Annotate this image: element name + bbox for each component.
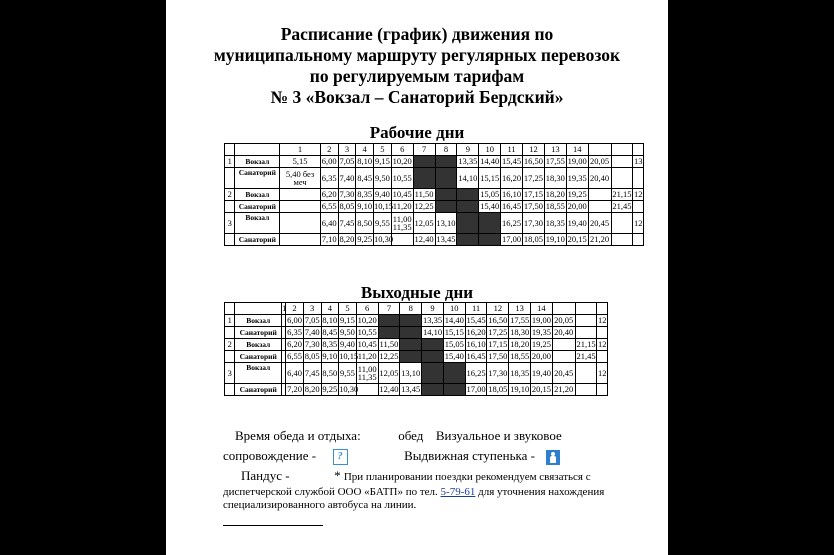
time-cell: [552, 339, 575, 351]
trip-number-cell: 2: [225, 339, 235, 351]
av-label-line-1: Визуальное и звуковое: [435, 428, 562, 443]
time-cell: 12,40: [414, 234, 434, 244]
time-cell: [457, 234, 479, 246]
time-cell: [400, 327, 422, 339]
header-cell: 7: [378, 303, 400, 315]
time-cell: 17,15: [488, 339, 508, 349]
hearing-assist-icon: ?: [333, 449, 348, 465]
time-cell: 16,20: [501, 168, 523, 189]
header-row: [225, 144, 644, 156]
table-row: [225, 201, 644, 213]
time-cell: 15,05: [444, 339, 464, 349]
header-cell: 13: [544, 144, 566, 156]
time-cell: 10,15: [374, 201, 394, 211]
time-cell: 10,30: [374, 234, 394, 244]
time-cell: 21,45: [612, 201, 632, 211]
time-cell: 16,25: [465, 363, 487, 384]
time-cell: 21,45: [576, 351, 596, 361]
time-cell: 11,00 11,35: [392, 214, 412, 232]
time-cell: 15,45: [502, 156, 522, 166]
time-cell: 10,20: [357, 315, 377, 325]
time-cell: 21,15: [612, 189, 632, 199]
time-cell: 7,05: [339, 156, 355, 166]
time-cell: 6,55: [321, 201, 337, 211]
header-cell: [225, 144, 235, 156]
time-cell: 6,20: [287, 339, 302, 349]
time-cell: 8,20: [339, 234, 355, 244]
stop-name-cell: Вокзал: [235, 363, 282, 384]
time-cell: 16,10: [466, 339, 486, 349]
header-cell: 5: [339, 303, 357, 315]
ramp-label: Пандус -: [241, 468, 290, 483]
table-row: [225, 189, 644, 201]
time-cell: 19,00: [567, 156, 587, 166]
trip-number-cell: 3: [225, 363, 235, 384]
lunch-value: обед: [398, 428, 424, 443]
time-cell: 19,40: [531, 363, 553, 384]
header-cell: 5: [374, 144, 392, 156]
table-row: [225, 213, 644, 234]
time-cell: 19,10: [545, 234, 565, 244]
header-cell: [575, 303, 597, 315]
time-cell: [611, 156, 633, 168]
time-cell: [378, 327, 400, 339]
time-cell: [597, 351, 608, 363]
time-cell: [443, 363, 465, 384]
time-cell: 20,05: [590, 156, 610, 166]
header-cell: [611, 144, 633, 156]
time-cell: [400, 351, 422, 363]
time-cell: [435, 201, 457, 213]
trip-number-cell: 3: [225, 213, 235, 234]
time-cell: 9,50: [340, 327, 355, 337]
accessibility-person-icon: [546, 450, 560, 465]
header-cell: 6: [391, 144, 413, 156]
time-cell: 21,15: [576, 339, 596, 349]
time-cell: 17,50: [523, 201, 543, 211]
time-cell: 9,55: [339, 363, 357, 384]
time-cell: [400, 339, 422, 351]
time-cell: 17,30: [523, 213, 545, 234]
time-cell: 7,45: [303, 363, 321, 384]
document-title: [166, 24, 668, 108]
time-cell: 7,40: [304, 327, 320, 337]
time-cell: 18,30: [510, 327, 530, 337]
header-cell: 2: [286, 303, 304, 315]
time-cell: 5,40 без меч: [280, 168, 321, 189]
time-cell: 13,10: [400, 363, 422, 384]
time-cell: 8,45: [322, 327, 338, 337]
header-cell: [588, 144, 611, 156]
time-cell: 14,10: [422, 327, 443, 337]
time-cell: 13,45: [401, 384, 421, 394]
header-cell: 3: [338, 144, 356, 156]
title-line-2: муниципальному маршруту регулярных перевозок: [213, 45, 621, 65]
time-cell: 18,05: [488, 384, 508, 394]
header-cell: 8: [400, 303, 422, 315]
time-cell: 18,30: [544, 168, 566, 189]
time-cell: 9,25: [322, 384, 338, 394]
weekday-schedule-table: [224, 143, 644, 246]
time-cell: 19,35: [531, 327, 551, 337]
time-cell: 12,25: [379, 351, 399, 361]
time-cell: [435, 156, 457, 168]
time-cell: 18,20: [545, 189, 565, 199]
time-cell: 19,35: [566, 168, 588, 189]
time-cell: 7,45: [338, 213, 356, 234]
header-cell: 13: [509, 303, 531, 315]
time-cell: 20,40: [588, 168, 611, 189]
trip-number-cell: 1: [225, 156, 235, 168]
time-cell: 19,10: [510, 384, 530, 394]
time-cell: 10,55: [357, 327, 377, 337]
header-cell: [597, 303, 608, 315]
time-cell: 6,40: [286, 363, 304, 384]
trip-number-cell: 2: [225, 189, 235, 201]
time-cell: 13,10: [435, 213, 457, 234]
time-cell: 18,20: [510, 339, 530, 349]
phone-link[interactable]: 5-79-61: [440, 486, 476, 498]
header-cell: 1: [280, 144, 321, 156]
time-cell: [575, 315, 597, 327]
header-cell: 7: [413, 144, 435, 156]
title-line-4: № 3 «Вокзал – Санаторий Бердский»: [270, 87, 564, 107]
stop-name-cell: Вокзал: [235, 156, 280, 168]
weekend-heading: Выходные дни: [360, 283, 474, 302]
header-cell: 14: [531, 303, 553, 315]
trip-number-cell: [225, 327, 235, 339]
header-cell: [235, 144, 280, 156]
trip-number-cell: [225, 351, 235, 363]
title-line-3: по регулируемым тарифам: [309, 66, 525, 86]
time-cell: 17,50: [488, 351, 508, 361]
header-cell: 12: [523, 144, 545, 156]
trip-number-cell: [225, 168, 235, 189]
time-cell: 15,40: [444, 351, 464, 361]
table-row: [225, 156, 644, 168]
header-cell: 1: [282, 303, 287, 313]
stop-name-cell: Санаторий: [235, 384, 282, 396]
time-cell: 10,45: [392, 189, 412, 199]
header-cell: [633, 144, 644, 156]
trip-number-cell: [225, 201, 235, 213]
time-cell: [356, 384, 378, 396]
time-cell: 8,20: [304, 384, 320, 394]
footnote-star: *: [334, 468, 341, 483]
time-cell: [457, 189, 479, 201]
time-cell: 8,05: [304, 351, 320, 361]
time-cell: 14,40: [480, 156, 500, 166]
time-cell: 16,50: [523, 156, 543, 166]
time-cell: 18,05: [523, 234, 543, 244]
header-cell: 9: [422, 303, 444, 315]
stop-name-cell: Вокзал: [235, 213, 280, 234]
time-cell: 8,05: [339, 201, 355, 211]
time-cell: 15,15: [479, 168, 501, 189]
time-cell: 16,25: [501, 213, 523, 234]
time-cell: [597, 384, 608, 396]
time-cell: 8,50: [356, 213, 374, 234]
time-cell: 7,30: [339, 189, 355, 199]
time-cell: 8,35: [357, 189, 373, 199]
header-cell: [552, 303, 575, 315]
time-cell: 9,10: [357, 201, 373, 211]
time-cell: 18,55: [545, 201, 565, 211]
time-cell: 14,40: [444, 315, 464, 325]
time-cell: [611, 168, 633, 189]
time-cell: 9,55: [374, 213, 392, 234]
time-cell: [479, 213, 501, 234]
header-row: [225, 303, 608, 315]
stop-name-cell: Санаторий: [235, 234, 280, 246]
time-cell: 11,50: [379, 339, 399, 349]
header-cell: 3: [303, 303, 321, 315]
time-cell: 12,05: [378, 363, 400, 384]
header-cell: 10: [443, 303, 465, 315]
time-cell: 6,35: [320, 168, 338, 189]
stop-name-cell: Вокзал: [235, 339, 282, 351]
time-cell: 20,15: [531, 384, 551, 394]
time-cell: 16,45: [466, 351, 486, 361]
time-cell: 12: [597, 339, 607, 349]
time-cell: 17,30: [487, 363, 509, 384]
time-cell: 19,40: [566, 213, 588, 234]
header-cell: 2: [320, 144, 338, 156]
time-cell: [588, 189, 611, 201]
time-cell: 6,40: [320, 213, 338, 234]
time-cell: 12,05: [413, 213, 435, 234]
time-cell: 19,25: [567, 189, 587, 199]
time-cell: 16,10: [502, 189, 522, 199]
time-cell: 15,40: [480, 201, 500, 211]
stop-name-cell: Вокзал: [235, 315, 282, 327]
time-cell: 5,15: [280, 156, 321, 168]
time-cell: 10,15: [339, 351, 359, 361]
time-cell: [413, 168, 435, 189]
time-cell: 7,20: [287, 384, 302, 394]
time-cell: 9,50: [374, 168, 392, 189]
time-cell: [435, 168, 457, 189]
time-cell: [422, 363, 444, 384]
time-cell: 9,15: [374, 156, 390, 166]
time-cell: [457, 201, 479, 213]
time-cell: 10,30: [339, 384, 359, 394]
time-cell: 20,00: [531, 351, 551, 361]
time-cell: 21,20: [590, 234, 610, 244]
time-cell: 11,20: [357, 351, 377, 361]
trip-number-cell: [225, 234, 235, 246]
time-cell: 16,45: [502, 201, 522, 211]
time-cell: 17,55: [545, 156, 565, 166]
time-cell: [611, 234, 633, 246]
time-cell: 15,45: [466, 315, 486, 325]
time-cell: [611, 213, 633, 234]
time-cell: 7,05: [304, 315, 320, 325]
time-cell: 6,20: [321, 189, 337, 199]
time-cell: 12: [597, 315, 607, 325]
header-cell: 4: [356, 144, 374, 156]
time-cell: [633, 201, 644, 213]
stop-name-cell: Вокзал: [235, 189, 280, 201]
header-cell: 8: [435, 144, 457, 156]
time-cell: 13,45: [436, 234, 456, 244]
time-cell: 6,55: [287, 351, 302, 361]
time-cell: 12,40: [379, 384, 399, 394]
time-cell: 16,20: [466, 327, 486, 337]
header-cell: 4: [321, 303, 339, 315]
time-cell: 15,15: [444, 327, 464, 337]
trip-number-cell: [225, 384, 235, 396]
time-cell: 9,15: [340, 315, 355, 325]
time-cell: [575, 384, 597, 396]
time-cell: 9,10: [322, 351, 338, 361]
time-cell: 7,30: [304, 339, 320, 349]
time-cell: [443, 384, 465, 396]
time-cell: 10,55: [391, 168, 413, 189]
time-cell: [435, 189, 457, 201]
time-cell: 18,35: [509, 363, 531, 384]
time-cell: 9,40: [374, 189, 390, 199]
table-row: [225, 315, 608, 327]
time-cell: 20,05: [554, 315, 574, 325]
table-row: [225, 168, 644, 189]
table-row: [225, 339, 608, 351]
note-line-3: специализированного автобуса на линии.: [223, 499, 417, 511]
time-cell: [457, 213, 479, 234]
time-cell: 8,35: [322, 339, 338, 349]
time-cell: 7,40: [338, 168, 356, 189]
note-line-1: При планировании поездки рекомендуем связаться с: [343, 471, 591, 483]
time-cell: 13: [633, 156, 643, 166]
time-cell: 20,45: [552, 363, 575, 384]
time-cell: 18,35: [544, 213, 566, 234]
trip-number-cell: 1: [225, 315, 235, 327]
time-cell: [378, 315, 400, 327]
time-cell: [552, 351, 575, 363]
time-cell: 19,25: [531, 339, 551, 349]
time-cell: 20,40: [554, 327, 574, 337]
time-cell: 17,55: [510, 315, 530, 325]
time-cell: 20,15: [567, 234, 587, 244]
table-row: [225, 234, 644, 246]
time-cell: 8,10: [322, 315, 338, 325]
step-label: Выдвижная ступенька -: [404, 448, 536, 463]
header-cell: 12: [487, 303, 509, 315]
av-label-line-2: сопровождение -: [223, 448, 317, 463]
note-line-2-start: диспетчерской службой ООО «БАТП» по тел.: [223, 486, 438, 498]
time-cell: 20,00: [567, 201, 587, 211]
stop-name-cell: Санаторий: [235, 351, 282, 363]
time-cell: 20,45: [588, 213, 611, 234]
time-cell: [575, 363, 597, 384]
time-cell: 6,35: [287, 327, 302, 337]
time-cell: [575, 327, 597, 339]
time-cell: 13,35: [458, 156, 478, 166]
time-cell: 11,50: [414, 189, 434, 199]
footnote-divider: [223, 525, 323, 526]
stop-name-cell: Санаторий: [235, 327, 282, 339]
time-cell: [633, 234, 644, 246]
time-cell: 7,10: [321, 234, 337, 244]
time-cell: 10,20: [392, 156, 412, 166]
time-cell: [413, 156, 435, 168]
header-cell: 11: [501, 144, 523, 156]
time-cell: 14,10: [457, 168, 479, 189]
time-cell: 6,00: [321, 156, 337, 166]
time-cell: 12: [597, 363, 608, 384]
time-cell: 9,40: [340, 339, 355, 349]
time-cell: 15,05: [480, 189, 500, 199]
stop-name-cell: Санаторий: [235, 168, 280, 189]
time-cell: [280, 201, 321, 213]
time-cell: 19,00: [531, 315, 551, 325]
time-cell: [588, 201, 611, 213]
header-cell: 11: [465, 303, 487, 315]
weekday-heading: Рабочие дни: [369, 123, 465, 142]
title-line-1: Расписание (график) движения по: [280, 24, 554, 44]
time-cell: 17,25: [523, 168, 545, 189]
table-row: [225, 327, 608, 339]
time-cell: 8,50: [321, 363, 339, 384]
header-cell: [225, 303, 235, 315]
time-cell: [391, 234, 413, 246]
header-cell: 14: [566, 144, 588, 156]
time-cell: 8,10: [357, 156, 373, 166]
note-line-2-end: для уточнения нахождения: [478, 486, 605, 498]
time-cell: 11,20: [392, 201, 412, 211]
time-cell: 12: [633, 189, 643, 199]
time-cell: 12,25: [414, 201, 434, 211]
time-cell: [422, 339, 444, 351]
time-cell: [422, 384, 444, 396]
stop-name-cell: Санаторий: [235, 201, 280, 213]
header-cell: 9: [457, 144, 479, 156]
lunch-label: Время обеда и отдыха:: [235, 428, 361, 443]
weekend-schedule-table: [224, 302, 608, 396]
time-cell: 10,45: [357, 339, 377, 349]
time-cell: [280, 234, 321, 246]
header-cell: 10: [479, 144, 501, 156]
header-cell: 6: [356, 303, 378, 315]
time-cell: 9,25: [357, 234, 373, 244]
time-cell: 6,00: [287, 315, 302, 325]
time-cell: 21,20: [554, 384, 574, 394]
time-cell: 17,00: [466, 384, 486, 394]
time-cell: 17,00: [502, 234, 522, 244]
time-cell: [479, 234, 501, 246]
time-cell: [422, 351, 444, 363]
time-cell: 17,25: [488, 327, 508, 337]
schedule-page: [166, 0, 668, 555]
time-cell: 17,15: [523, 189, 543, 199]
time-cell: 12: [633, 213, 644, 234]
time-cell: [280, 189, 321, 201]
time-cell: 13,35: [422, 315, 443, 325]
time-cell: 18,55: [510, 351, 530, 361]
table-row: [225, 351, 608, 363]
header-cell: [235, 303, 282, 315]
time-cell: 16,50: [488, 315, 508, 325]
time-cell: [280, 213, 321, 234]
time-cell: 8,45: [356, 168, 374, 189]
time-cell: 11,00 11,35: [357, 364, 377, 382]
time-cell: [400, 315, 422, 327]
table-row: [225, 384, 608, 396]
time-cell: [597, 327, 608, 339]
table-row: [225, 363, 608, 384]
time-cell: [633, 168, 644, 189]
